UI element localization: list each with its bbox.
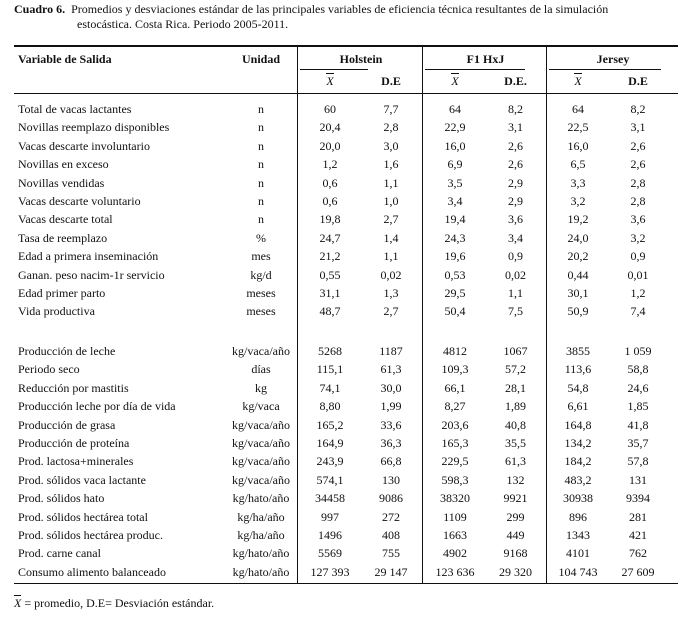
table-row-unit: kg/vaca/año [232, 417, 290, 432]
table-row-unit: meses [246, 286, 276, 300]
table-cell: 1,89 [505, 399, 526, 414]
table-cell: 0,9 [630, 249, 646, 264]
table-cell: 408 [382, 528, 400, 542]
mean-header [425, 74, 485, 88]
table-cell: 8,2 [630, 102, 646, 116]
table-row-unit: n [258, 175, 264, 190]
table-cell: 64 [572, 102, 584, 116]
table-row-label: Producción leche por día de vida [18, 399, 176, 414]
table-cell: 61,3 [505, 454, 526, 469]
table-cell: 2,6 [630, 157, 646, 172]
footnote [14, 596, 214, 610]
table-cell: 33,6 [380, 417, 402, 432]
breed-header: Holstein [339, 52, 383, 66]
table-row-label: Ganan. peso nacim-1r servicio [18, 267, 165, 282]
table-row-label: Prod. sólidos hato [18, 491, 105, 506]
table-cell: 2,8 [630, 194, 646, 208]
table-cell: 299 [506, 509, 525, 524]
table-cell: 0,44 [567, 267, 589, 282]
table-cell: 203,6 [441, 417, 469, 432]
table-cell: 7,7 [383, 102, 399, 116]
table-cell: 131 [629, 472, 647, 487]
table-row-label: Prod. sólidos hectárea total [18, 509, 148, 524]
table-cell: 997 [321, 509, 339, 524]
table-cell: 19,6 [444, 249, 466, 264]
table-cell: 64 [449, 102, 461, 116]
breed-header: Jersey [596, 52, 630, 66]
table-cell: 30,1 [567, 286, 589, 300]
table-cell: 8,27 [444, 399, 466, 414]
table-cell: 8,80 [319, 399, 341, 414]
table-row-label: Edad primer parto [18, 286, 106, 300]
table-row-unit: n [258, 212, 264, 227]
table-cell: 48,7 [319, 304, 341, 319]
table-cell: 165,2 [316, 417, 344, 432]
table-cell: 57,8 [627, 454, 649, 469]
table-cell: 2,8 [383, 120, 399, 135]
table-row-label: Producción de leche [18, 344, 116, 358]
caption-line-1 [14, 2, 674, 17]
table-row-unit: kg/d [250, 267, 272, 282]
table-cell: 29,5 [444, 286, 466, 300]
table-cell: 755 [382, 546, 400, 561]
table-cell: 1,0 [383, 194, 399, 208]
table-cell: 3,2 [630, 230, 646, 245]
table-cell: 184,2 [564, 454, 592, 469]
table-cell: 164,9 [316, 436, 344, 450]
table-cell: 896 [569, 509, 587, 524]
table-row-label: Prod. lactosa+minerales [18, 454, 134, 469]
table-row-unit: kg/hato/año [232, 491, 290, 506]
table-cell: 1,3 [383, 286, 399, 300]
table-cell: 2,7 [383, 304, 399, 319]
table-cell: 762 [629, 546, 647, 561]
table-cell: 22,5 [567, 120, 589, 135]
table-row-label: Producción de proteína [18, 436, 130, 450]
table-cell: 2,9 [508, 194, 523, 208]
table-row-label: Novillas reemplazo disponibles [18, 120, 170, 135]
table-cell: 24,6 [627, 380, 649, 395]
table-row-unit: kg/ha/año [237, 528, 285, 542]
table-cell: 104 743 [558, 564, 598, 579]
table-cell: 28,1 [505, 380, 526, 395]
table-cell: 0,53 [444, 267, 466, 282]
table-cell: 27 609 [621, 564, 655, 579]
table-cell: 7,4 [630, 304, 646, 319]
table-row-unit: n [258, 194, 264, 208]
table-cell: 421 [629, 528, 647, 542]
table-cell: 60 [324, 102, 336, 116]
table-cell: 20,4 [319, 120, 341, 135]
table-cell: 281 [629, 509, 647, 524]
column-divider [546, 46, 547, 583]
table-cell: 41,8 [627, 417, 649, 432]
table-row-unit: mes [251, 249, 271, 264]
table-cell: 20,0 [319, 138, 341, 153]
table-row-label: Novillas vendidas [18, 175, 105, 190]
table-cell: 3,1 [630, 120, 646, 135]
table-cell: 3,5 [447, 175, 463, 190]
table-cell: 3,1 [508, 120, 523, 135]
footnote-text: = promedio, D.E= Desviación estándar. [21, 596, 215, 610]
table-cell: 3,3 [570, 175, 586, 190]
header-bottom-rule [14, 93, 678, 94]
table-row-unit: n [258, 120, 264, 135]
table-cell: 35,5 [505, 436, 526, 450]
table-cell: 272 [382, 509, 400, 524]
table-cell: 50,9 [567, 304, 589, 319]
table-row-label: Vida productiva [18, 304, 95, 319]
table-row-label: Consumo alimento balanceado [18, 564, 166, 579]
table-cell: 0,55 [319, 267, 341, 282]
table-cell: 2,8 [630, 175, 646, 190]
caption-label: Cuadro 6. [14, 2, 66, 16]
table-cell: 123 636 [435, 564, 475, 579]
table-cell: 2,6 [508, 157, 523, 172]
table-cell: 4902 [443, 546, 467, 561]
table-cell: 24,0 [567, 230, 589, 245]
table-row-unit: kg/vaca [242, 399, 280, 414]
table-cell: 2,6 [630, 138, 646, 153]
table-row-label: Prod. carne canal [18, 546, 101, 561]
table-cell: 6,61 [567, 399, 589, 414]
table-row-unit: meses [246, 304, 276, 319]
unit-column-header: Unidad [241, 52, 281, 66]
table-row-unit: % [256, 230, 266, 245]
table-cell: 113,6 [564, 362, 592, 377]
table-cell: 9086 [379, 491, 403, 506]
table-cell: 3,2 [570, 194, 586, 208]
table-cell: 243,9 [316, 454, 344, 469]
table-cell: 598,3 [441, 472, 469, 487]
table-cell: 1,1 [383, 175, 399, 190]
table-cell: 9921 [503, 491, 528, 506]
table-cell: 229,5 [441, 454, 469, 469]
table-cell: 29 147 [374, 564, 408, 579]
table-cell: 19,2 [567, 212, 589, 227]
mean-symbol: X [574, 74, 582, 88]
table-cell: 1,4 [383, 230, 399, 245]
table-cell: 16,0 [567, 138, 589, 153]
table-cell: 1,2 [630, 286, 646, 300]
table-cell: 30,0 [380, 380, 402, 395]
table-cell: 1 059 [624, 344, 652, 358]
table-cell: 66,8 [380, 454, 402, 469]
column-divider [297, 46, 298, 583]
table-cell: 0,6 [322, 194, 338, 208]
table-row-label: Vacas descarte involuntario [18, 138, 150, 153]
mean-symbol: X [14, 596, 22, 610]
table-cell: 134,2 [564, 436, 592, 450]
table-cell: 1,2 [322, 157, 338, 172]
table-cell: 19,4 [444, 212, 466, 227]
table-cell: 3855 [566, 344, 590, 358]
table-cell: 0,01 [627, 267, 649, 282]
mean-header [300, 74, 360, 88]
table-cell: 165,3 [441, 436, 469, 450]
table-cell: 2,7 [383, 212, 399, 227]
table-cell: 127 393 [310, 564, 350, 579]
table-cell: 9168 [503, 546, 528, 561]
table-cell: 1496 [318, 528, 342, 542]
table-row-label: Edad a primera inseminación [18, 249, 159, 264]
table-cell: 164,8 [564, 417, 592, 432]
table-cell: 40,8 [505, 417, 526, 432]
table-cell: 1,99 [380, 399, 402, 414]
table-top-rule [14, 45, 678, 47]
column-divider [422, 46, 423, 583]
table-cell: 6,5 [570, 157, 586, 172]
table-cell: 61,3 [380, 362, 402, 377]
table-cell: 0,6 [322, 175, 338, 190]
table-row-label: Prod. sólidos hectárea produc. [18, 528, 163, 542]
table-row-unit: kg/vaca/año [232, 454, 290, 469]
table-caption [14, 2, 674, 31]
group-subrule [549, 69, 661, 70]
table-cell: 4101 [566, 546, 590, 561]
table-row-unit: kg/hato/año [232, 564, 290, 579]
table-cell: 9394 [626, 491, 650, 506]
table-row-unit: kg/ha/año [237, 509, 285, 524]
table-cell: 4812 [443, 344, 467, 358]
table-row-unit: días [251, 362, 271, 377]
table-row-label: Vacas descarte voluntario [18, 194, 141, 208]
table-row-label: Tasa de reemplazo [18, 230, 108, 245]
group-subrule [300, 69, 368, 70]
table-row-label: Novillas en exceso [18, 157, 109, 172]
table-cell: 54,8 [567, 380, 589, 395]
table-cell: 8,2 [508, 102, 523, 116]
table-row-label: Prod. sólidos vaca lactante [18, 472, 146, 487]
table-cell: 1187 [379, 344, 403, 358]
table-cell: 31,1 [319, 286, 341, 300]
table-cell: 1,1 [508, 286, 523, 300]
table-cell: 20,2 [567, 249, 589, 264]
table-cell: 38320 [440, 491, 470, 506]
table-row-label: Total de vacas lactantes [18, 102, 132, 116]
table-cell: 34458 [315, 491, 345, 506]
table-cell: 22,9 [444, 120, 466, 135]
table-cell: 1,85 [627, 399, 649, 414]
caption-text: Promedios y desviaciones estándar de las principales variables de eficiencia técnica resultantes de la simulación [71, 2, 609, 16]
table-cell: 5569 [318, 546, 342, 561]
table-cell: 483,2 [564, 472, 592, 487]
sd-header: D.E [381, 74, 401, 88]
table-cell: 30938 [563, 491, 593, 506]
table-cell: 449 [506, 528, 525, 542]
table-cell: 24,7 [319, 230, 341, 245]
table-row-label: Vacas descarte total [18, 212, 113, 227]
table-cell: 74,1 [319, 380, 341, 395]
table-cell: 0,02 [380, 267, 402, 282]
table-row-unit: kg/vaca/año [232, 472, 290, 487]
sd-header: D.E [628, 74, 648, 88]
table-cell: 7,5 [508, 304, 523, 319]
caption-line-2: estocástica. Costa Rica. Periodo 2005-2011. [77, 17, 289, 31]
table-cell: 19,8 [319, 212, 341, 227]
table-row-unit: kg/vaca/año [232, 436, 290, 450]
table-row-unit: kg [255, 380, 267, 395]
mean-symbol: X [451, 74, 459, 88]
table-row-unit: n [258, 138, 264, 153]
table-cell: 36,3 [380, 436, 402, 450]
table-cell: 66,1 [444, 380, 466, 395]
table-cell: 2,9 [508, 175, 523, 190]
table-row-unit: kg/vaca/año [232, 344, 290, 358]
table-bottom-rule [14, 583, 678, 584]
table-cell: 0,02 [505, 267, 526, 282]
mean-symbol: X [326, 74, 334, 88]
table-cell: 3,0 [383, 138, 399, 153]
table-cell: 24,3 [444, 230, 466, 245]
table-cell: 3,4 [447, 194, 463, 208]
table-cell: 16,0 [444, 138, 466, 153]
table-cell: 58,8 [627, 362, 649, 377]
table-cell: 1343 [566, 528, 590, 542]
table-cell: 2,6 [508, 138, 523, 153]
table-cell: 1,1 [383, 249, 399, 264]
table-cell: 115,1 [316, 362, 344, 377]
table-cell: 1663 [443, 528, 467, 542]
table-cell: 130 [382, 472, 400, 487]
table-cell: 109,3 [441, 362, 469, 377]
table-row-label: Reducción por mastitis [18, 380, 129, 395]
table-cell: 50,4 [444, 304, 466, 319]
table-cell: 132 [506, 472, 525, 487]
group-subrule [425, 69, 525, 70]
table-row-unit: kg/hato/año [232, 546, 290, 561]
breed-header: F1 HxJ [466, 52, 505, 66]
table-cell: 35,7 [627, 436, 649, 450]
variable-column-header: Variable de Salida [18, 52, 112, 66]
table-cell: 3,6 [508, 212, 523, 227]
table-cell: 3,6 [630, 212, 646, 227]
sd-header: D.E. [504, 74, 527, 88]
table-cell: 57,2 [505, 362, 526, 377]
table-row-unit: n [258, 157, 264, 172]
table-row-unit: n [258, 102, 264, 116]
table-row-label: Periodo seco [18, 362, 80, 377]
mean-header [549, 74, 607, 88]
table-cell: 0,9 [508, 249, 523, 264]
table-cell: 3,4 [508, 230, 523, 245]
table-cell: 1,6 [383, 157, 399, 172]
table-cell: 6,9 [447, 157, 463, 172]
table-cell: 29 320 [499, 564, 532, 579]
table-cell: 1067 [503, 344, 528, 358]
table-cell: 1109 [443, 509, 467, 524]
table-cell: 5268 [318, 344, 342, 358]
table-row-label: Producción de grasa [18, 417, 116, 432]
table-cell: 574,1 [316, 472, 344, 487]
table-cell: 21,2 [319, 249, 341, 264]
